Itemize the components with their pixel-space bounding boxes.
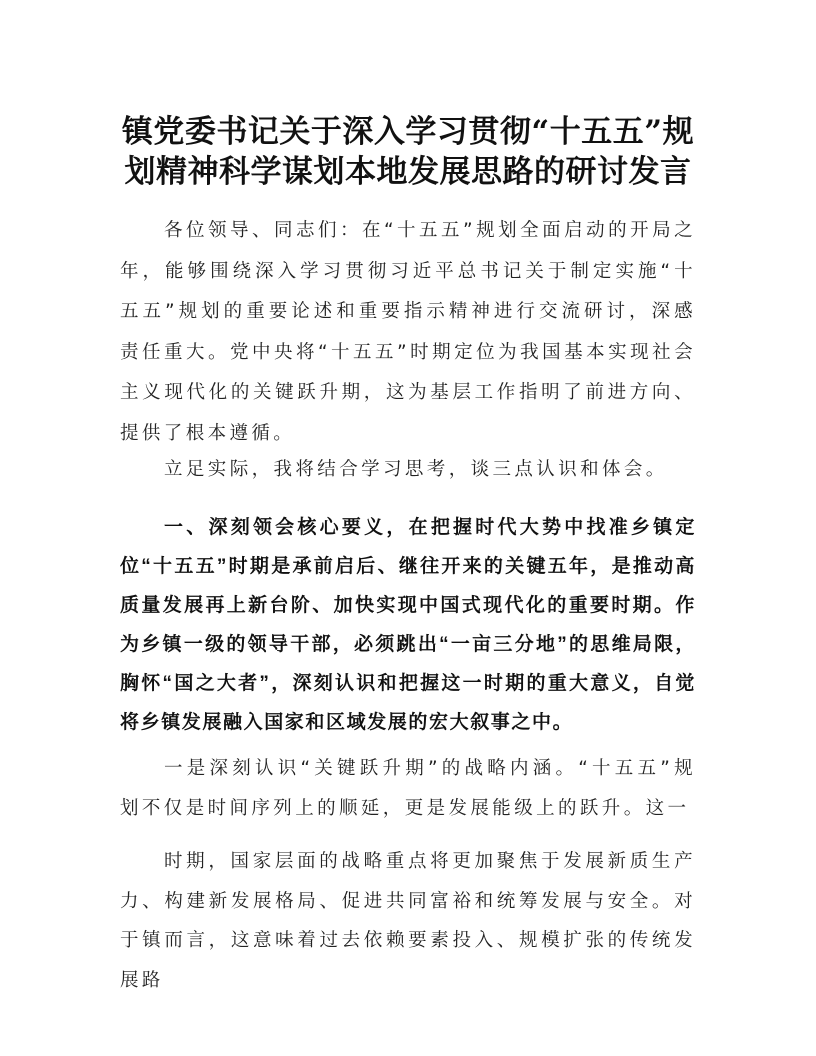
section-1-body: “十五五”时期是承前启后、继往开来的关键五年，是推动高质量发展再上新台阶、加快实现中国式现代化的重要时期。作为乡镇一级的领导干部，必须跳出“一亩三分地”的思维局限，胸怀“国之大者”，深刻认识和把握这一时期的重大意义，自觉将乡镇发展融入国家和区域发展的宏大叙事之中。	[120, 556, 696, 733]
paragraph-point-1-continued: 时期，国家层面的战略重点将更加聚焦于发展新质生产力、构建新发展格局、促进共同富裕和统筹发展与安全。对于镇而言，这意味着过去依赖要素投入、规模扩张的传统发展路	[120, 851, 696, 991]
section-1-heading: 一、深刻领会核心要义，在把握时代大势中找准乡镇定位	[120, 517, 696, 577]
document-title: 镇党委书记关于深入学习贯彻“十五五”规划精神科学谋划本地发展思路的研讨发言	[121, 114, 695, 190]
paragraph-opening: 各位领导、同志们：在“十五五”规划全面启动的开局之年，能够围绕深入学习贯彻习近平总书记关于制定实施“十五五”规划的重要论述和重要指示精神进行交流研讨，深感责任重大。党中央将“十五五”时期定位为我国基本实现社会主义现代化的关键跃升期，这为基层工作指明了前进方向、提供了根本遵循。	[120, 220, 696, 444]
paragraph-point-1: 一是深刻认识“关键跃升期”的战略内涵。“十五五”规划不仅是时间序列上的顺延，更是发展能级上的跃升。这一	[120, 758, 696, 819]
paragraph-intro: 立足实际，我将结合学习思考，谈三点认识和体会。	[164, 459, 668, 480]
paragraph-section-1	[120, 508, 696, 742]
